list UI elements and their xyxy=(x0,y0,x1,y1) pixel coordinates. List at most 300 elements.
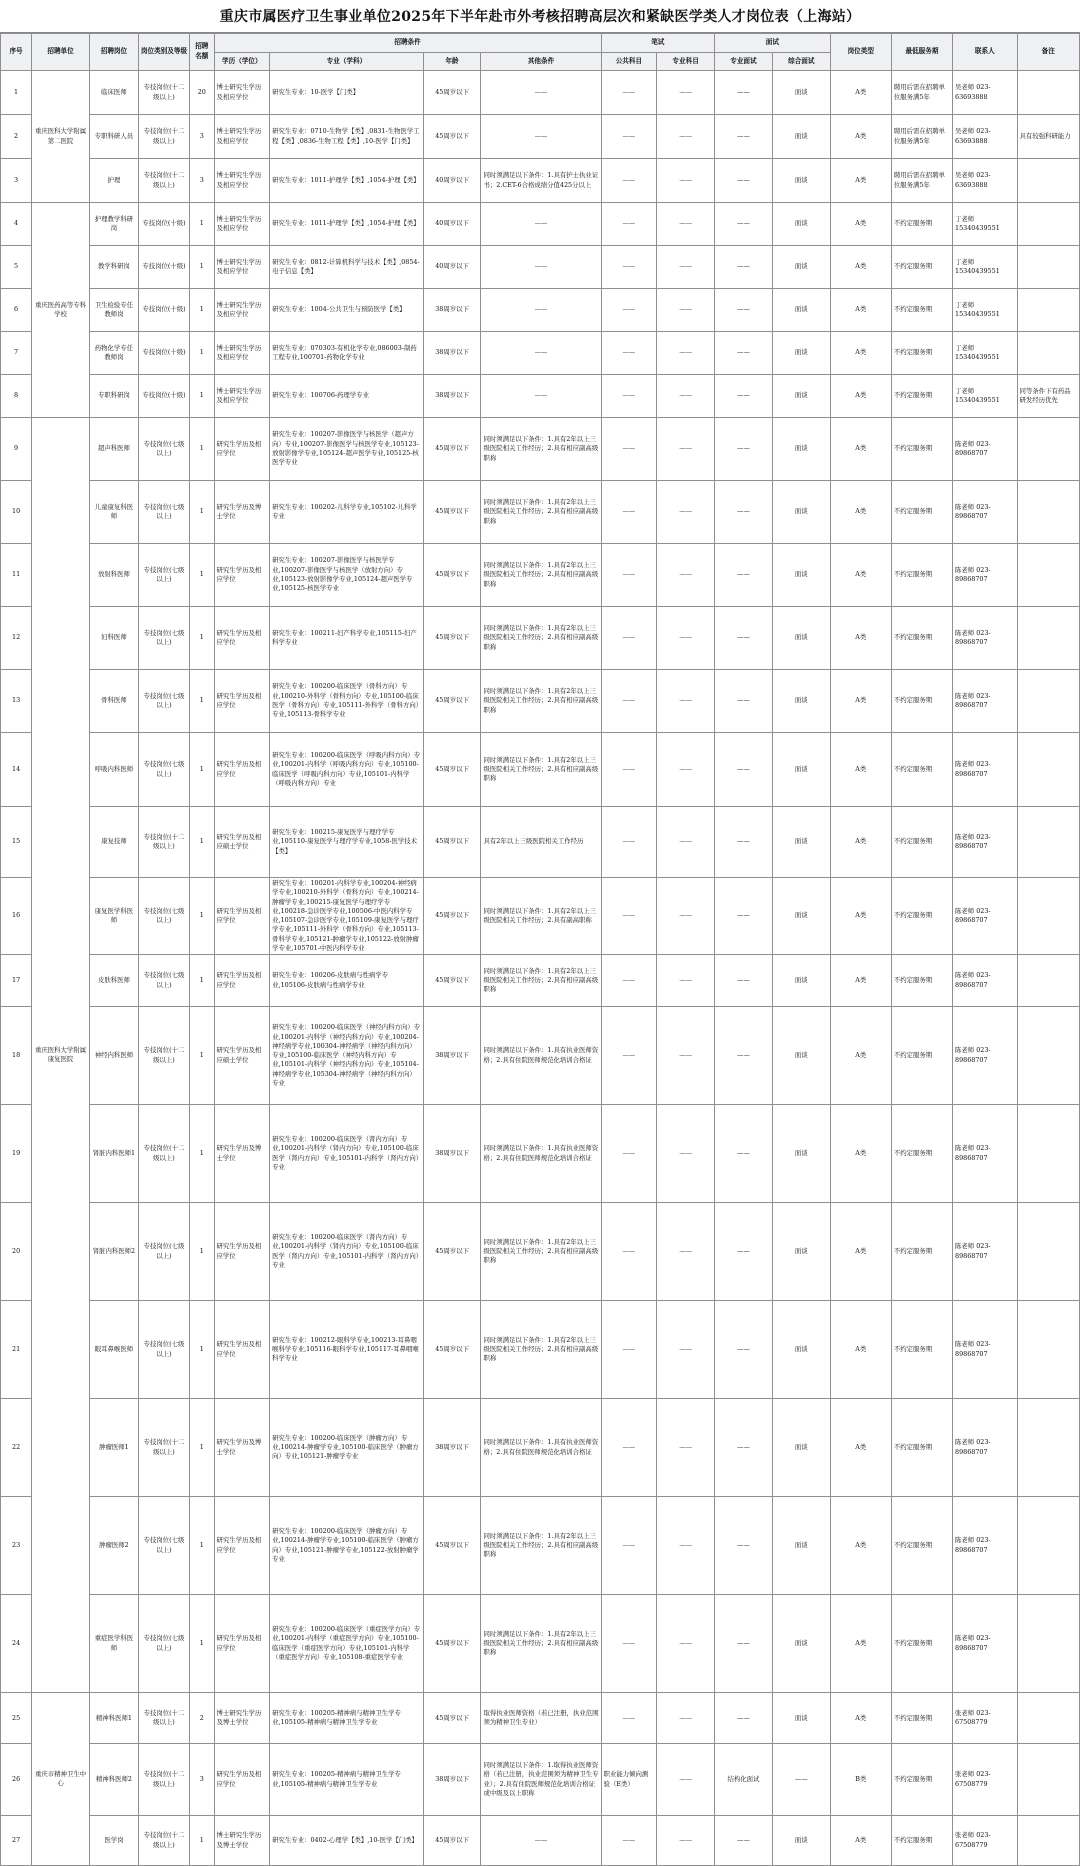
row-remark xyxy=(1017,1497,1079,1595)
header-min-service: 最低服务期 xyxy=(891,34,952,71)
row-public-subject: —— xyxy=(601,71,657,115)
row-seq: 13 xyxy=(1,670,32,733)
row-seq: 25 xyxy=(1,1693,32,1744)
row-post-type: A类 xyxy=(830,544,891,607)
row-contact: 陈老师 023-89868707 xyxy=(953,544,1018,607)
table-row xyxy=(1,1816,1080,1866)
header-quota: 招聘名额 xyxy=(190,34,214,71)
row-general-interview: 面谈 xyxy=(772,1105,830,1203)
row-post: 肾脏内科医师2 xyxy=(89,1203,138,1301)
row-public-subject: —— xyxy=(601,1203,657,1301)
row-education: 研究生学历及相应硕士学位 xyxy=(214,807,270,878)
row-major: 研究生专业：100200-临床医学（肿瘤方向）专业,100214-肿瘤学专业,105100-临床医学（肿瘤方向）专业,105121-肿瘤学专业 xyxy=(270,1399,424,1497)
header-major: 专业（学科） xyxy=(270,53,424,71)
row-seq: 20 xyxy=(1,1203,32,1301)
row-general-interview: 面谈 xyxy=(772,1301,830,1399)
row-contact: 陈老师 023-89868707 xyxy=(953,1497,1018,1595)
row-unit: 重庆医科大学附属第二医院 xyxy=(32,71,90,203)
header-general-interview: 综合面试 xyxy=(772,53,830,71)
row-education: 研究生学历及博士学位 xyxy=(214,1105,270,1203)
row-public-subject: —— xyxy=(601,955,657,1007)
row-post-type: B类 xyxy=(830,1744,891,1816)
row-unit: 重庆市精神卫生中心 xyxy=(32,1693,90,1866)
row-min-service: 不约定服务期 xyxy=(891,1816,952,1866)
row-other: 具有2年以上三级医院相关工作经历 xyxy=(481,807,601,878)
row-specialty-subject: —— xyxy=(657,71,715,115)
row-age: 45周岁以下 xyxy=(423,807,481,878)
row-quota: 1 xyxy=(190,878,214,955)
row-major: 研究生专业：100211-妇产科学专业,105115-妇产科学专业 xyxy=(270,607,424,670)
row-specialty-subject: —— xyxy=(657,418,715,481)
row-category: 专技岗位(七级以上) xyxy=(138,733,189,807)
row-education: 研究生学历及相应学位 xyxy=(214,1497,270,1595)
row-education: 研究生学历及相应学位 xyxy=(214,418,270,481)
row-min-service: 不约定服务期 xyxy=(891,481,952,544)
row-major: 研究生专业：100207-影像医学与核医学专业,100207-影像医学与核医学（放射方向）专业,105123-放射影像学专业,105124-超声医学专业,105125-核医学专业 xyxy=(270,544,424,607)
row-general-interview: 面谈 xyxy=(772,289,830,332)
row-min-service: 不约定服务期 xyxy=(891,1744,952,1816)
row-remark: 同等条件下有药品研发经历优先 xyxy=(1017,375,1079,418)
row-quota: 1 xyxy=(190,670,214,733)
row-min-service: 不约定服务期 xyxy=(891,733,952,807)
row-seq: 5 xyxy=(1,246,32,289)
row-contact: 丁老师 15340439551 xyxy=(953,375,1018,418)
row-specialty-subject: —— xyxy=(657,246,715,289)
row-remark xyxy=(1017,544,1079,607)
table-row xyxy=(1,1007,1080,1105)
row-age: 45周岁以下 xyxy=(423,418,481,481)
table-row xyxy=(1,607,1080,670)
row-major: 研究生专业：1004-公共卫生与预防医学【类】 xyxy=(270,289,424,332)
row-major: 研究生专业：100200-临床医学（骨科方向）专业,100210-外科学（骨科方向）专业,105100-临床医学（骨科方向）专业,105111-外科学（骨科方向）专业,105113-骨科学专业 xyxy=(270,670,424,733)
row-specialty-subject: —— xyxy=(657,1816,715,1866)
row-quota: 1 xyxy=(190,955,214,1007)
row-major: 研究生专业：100205-精神病与精神卫生学专业,105105-精神病与精神卫生学专业 xyxy=(270,1693,424,1744)
row-major: 研究生专业：100200-临床医学（肾内方向）专业,100201-内科学（肾内方向）专业,105100-临床医学（肾内方向）专业,105101-内科学（肾内方向）专业 xyxy=(270,1203,424,1301)
row-min-service: 不约定服务期 xyxy=(891,1203,952,1301)
row-quota: 1 xyxy=(190,1007,214,1105)
row-specialty-subject: —— xyxy=(657,289,715,332)
row-post: 肿瘤医师2 xyxy=(89,1497,138,1595)
row-quota: 1 xyxy=(190,1203,214,1301)
row-post-type: A类 xyxy=(830,1595,891,1693)
row-other: 同时须满足以下条件：1.具有2年以上三级医院相关工作经历；2.具有相应副高级职称 xyxy=(481,418,601,481)
header-written: 笔试 xyxy=(601,34,714,53)
row-contact: 陈老师 023-89868707 xyxy=(953,955,1018,1007)
row-other: 同时须满足以下条件：1.具有2年以上三级医院相关工作经历；2.具有相应副高级职称 xyxy=(481,733,601,807)
row-education: 研究生学历及相应学位 xyxy=(214,1744,270,1816)
row-contact: 陈老师 023-89868707 xyxy=(953,1007,1018,1105)
row-public-subject: —— xyxy=(601,481,657,544)
row-specialty-subject: —— xyxy=(657,1693,715,1744)
row-post: 卫生检验专任教师岗 xyxy=(89,289,138,332)
row-other: —— xyxy=(481,71,601,115)
row-major: 研究生专业：100200-临床医学（肾内方向）专业,100201-内科学（肾内方向）专业,105100-临床医学（肾内方向）专业,105101-内科学（肾内方向）专业 xyxy=(270,1105,424,1203)
row-seq: 15 xyxy=(1,807,32,878)
row-post: 药物化学专任教师岗 xyxy=(89,332,138,375)
row-remark xyxy=(1017,289,1079,332)
row-category: 专技岗位(十二级以上) xyxy=(138,1816,189,1866)
row-specialty-subject: —— xyxy=(657,733,715,807)
table-row xyxy=(1,733,1080,807)
row-category: 专技岗位(十二级以上) xyxy=(138,1007,189,1105)
row-category: 专技岗位(七级以上) xyxy=(138,481,189,544)
row-age: 38周岁以下 xyxy=(423,289,481,332)
row-age: 40周岁以下 xyxy=(423,246,481,289)
row-seq: 12 xyxy=(1,607,32,670)
row-public-subject: —— xyxy=(601,1007,657,1105)
row-general-interview: 面谈 xyxy=(772,1007,830,1105)
row-contact: 陈老师 023-89868707 xyxy=(953,670,1018,733)
row-age: 45周岁以下 xyxy=(423,733,481,807)
row-other: 同时须满足以下条件：1.具有2年以上三级医院相关工作经历；2.具有相应副高级职称 xyxy=(481,1497,601,1595)
row-seq: 14 xyxy=(1,733,32,807)
table-row xyxy=(1,878,1080,955)
row-seq: 19 xyxy=(1,1105,32,1203)
row-major: 研究生专业：0710-生物学【类】,0831-生物医学工程【类】,0836-生物工程【类】,10-医学【门类】 xyxy=(270,115,424,159)
row-seq: 2 xyxy=(1,115,32,159)
row-other: —— xyxy=(481,1816,601,1866)
row-age: 45周岁以下 xyxy=(423,481,481,544)
row-contact: 陈老师 023-89868707 xyxy=(953,878,1018,955)
row-specialty-subject: —— xyxy=(657,481,715,544)
row-specialty-subject: —— xyxy=(657,115,715,159)
page-title: 重庆市属医疗卫生事业单位2025年下半年赴市外考核招聘高层次和紧缺医学类人才岗位表（上海站） xyxy=(0,0,1080,33)
row-age: 38周岁以下 xyxy=(423,375,481,418)
row-seq: 1 xyxy=(1,71,32,115)
row-contact: 陈老师 023-89868707 xyxy=(953,1105,1018,1203)
row-education: 博士研究生学历及相应学位 xyxy=(214,246,270,289)
header-seq: 序号 xyxy=(1,34,32,71)
row-public-subject: —— xyxy=(601,807,657,878)
row-general-interview: 面谈 xyxy=(772,1595,830,1693)
row-other: 同时须满足以下条件：1.具有2年以上三级医院相关工作经历；2.具有相应副高级职称 xyxy=(481,1595,601,1693)
row-general-interview: 面谈 xyxy=(772,246,830,289)
row-remark xyxy=(1017,203,1079,246)
row-post: 妇科医师 xyxy=(89,607,138,670)
row-post-type: A类 xyxy=(830,1693,891,1744)
table-row xyxy=(1,481,1080,544)
row-age: 45周岁以下 xyxy=(423,1595,481,1693)
row-general-interview: 面谈 xyxy=(772,670,830,733)
table-row xyxy=(1,807,1080,878)
row-major: 研究生专业：070303-有机化学专业,086003-制药工程专业,100701-药物化学专业 xyxy=(270,332,424,375)
row-public-subject: 职业能力倾向测验（E类） xyxy=(601,1744,657,1816)
row-age: 38周岁以下 xyxy=(423,332,481,375)
row-education: 博士研究生学历及相应学位 xyxy=(214,289,270,332)
row-category: 专技岗位(七级以上) xyxy=(138,418,189,481)
row-specialty-interview: —— xyxy=(715,481,773,544)
row-remark xyxy=(1017,1744,1079,1816)
row-education: 研究生学历及相应学位 xyxy=(214,544,270,607)
header-remark: 备注 xyxy=(1017,34,1079,71)
row-public-subject: —— xyxy=(601,607,657,670)
row-post-type: A类 xyxy=(830,1497,891,1595)
row-education: 研究生学历及相应学位 xyxy=(214,955,270,1007)
row-category: 专技岗位(十二级以上) xyxy=(138,807,189,878)
row-quota: 1 xyxy=(190,1816,214,1866)
row-other: 同时须满足以下条件：1.具有2年以上三级医院相关工作经历；2.具有相应副高级职称 xyxy=(481,607,601,670)
row-specialty-interview: —— xyxy=(715,733,773,807)
row-specialty-subject: —— xyxy=(657,159,715,203)
row-post-type: A类 xyxy=(830,332,891,375)
row-specialty-subject: —— xyxy=(657,1007,715,1105)
row-education: 研究生学历及相应学位 xyxy=(214,1203,270,1301)
row-general-interview: 面谈 xyxy=(772,332,830,375)
row-post-type: A类 xyxy=(830,670,891,733)
row-specialty-interview: —— xyxy=(715,115,773,159)
table-row xyxy=(1,71,1080,115)
row-major: 研究生专业：100212-眼科学专业,100213-耳鼻咽喉科学专业,105116-眼科学专业,105117-耳鼻咽喉科学专业 xyxy=(270,1301,424,1399)
row-category: 专技岗位(七级以上) xyxy=(138,1497,189,1595)
row-other: 同时须满足以下条件：1.具有执业医师资格；2.具有住院医师规范化培训合格证 xyxy=(481,1007,601,1105)
row-age: 38周岁以下 xyxy=(423,1105,481,1203)
positions-table xyxy=(0,33,1080,1866)
row-major: 研究生专业：1011-护理学【类】,1054-护理【类】 xyxy=(270,203,424,246)
row-min-service: 不约定服务期 xyxy=(891,375,952,418)
header-post-type: 岗位类型 xyxy=(830,34,891,71)
row-post-type: A类 xyxy=(830,955,891,1007)
row-other: 取得执业医师资格（若已注册，执业范围须为精神卫生专业） xyxy=(481,1693,601,1744)
row-age: 45周岁以下 xyxy=(423,607,481,670)
row-major: 研究生专业：10-医学【门类】 xyxy=(270,71,424,115)
row-public-subject: —— xyxy=(601,289,657,332)
row-other: —— xyxy=(481,375,601,418)
row-general-interview: 面谈 xyxy=(772,1693,830,1744)
row-public-subject: —— xyxy=(601,115,657,159)
row-specialty-subject: —— xyxy=(657,670,715,733)
row-quota: 1 xyxy=(190,289,214,332)
row-category: 专技岗位(七级以上) xyxy=(138,670,189,733)
row-public-subject: —— xyxy=(601,159,657,203)
table-row xyxy=(1,115,1080,159)
row-quota: 1 xyxy=(190,332,214,375)
row-public-subject: —— xyxy=(601,1301,657,1399)
row-post: 专职科研岗 xyxy=(89,375,138,418)
row-other: —— xyxy=(481,332,601,375)
row-major: 研究生专业：0402-心理学【类】,10-医学【门类】 xyxy=(270,1816,424,1866)
row-post-type: A类 xyxy=(830,1399,891,1497)
row-remark xyxy=(1017,246,1079,289)
row-post-type: A类 xyxy=(830,289,891,332)
row-education: 博士研究生学历及博士学位 xyxy=(214,1816,270,1866)
header-education: 学历（学位） xyxy=(214,53,270,71)
header-conditions: 招聘条件 xyxy=(214,34,601,53)
row-other: —— xyxy=(481,115,601,159)
row-education: 研究生学历及相应硕士学位 xyxy=(214,1007,270,1105)
row-quota: 1 xyxy=(190,1497,214,1595)
row-post: 骨科医师 xyxy=(89,670,138,733)
row-major: 研究生专业：100202-儿科学专业,105102-儿科学专业 xyxy=(270,481,424,544)
row-seq: 18 xyxy=(1,1007,32,1105)
row-specialty-interview: —— xyxy=(715,1693,773,1744)
row-seq: 7 xyxy=(1,332,32,375)
row-public-subject: —— xyxy=(601,203,657,246)
row-category: 专技岗位(七级以上) xyxy=(138,1301,189,1399)
row-major: 研究生专业：0812-计算机科学与技术【类】,0854-电子信息【类】 xyxy=(270,246,424,289)
row-specialty-subject: —— xyxy=(657,1203,715,1301)
row-major: 研究生专业：100201-内科学专业,100204-神经病学专业,100210-外科学（骨科方向）专业,100214-肿瘤学专业,100215-康复医学与理疗学专业,100218-急诊医学专业,100506-中医内科学专业,105107-急诊医学专业,105109-康复医学与理疗学专业,105111-外科学（骨科方向）专业,105113-骨科学专业,105121-肿瘤学专业,105122-放射肿瘤学专业,105701-中医内科学专业 xyxy=(270,878,424,955)
header-unit: 招聘单位 xyxy=(32,34,90,71)
row-min-service: 不约定服务期 xyxy=(891,1497,952,1595)
row-post-type: A类 xyxy=(830,607,891,670)
row-general-interview: —— xyxy=(772,1744,830,1816)
row-general-interview: 面谈 xyxy=(772,955,830,1007)
row-post: 医学岗 xyxy=(89,1816,138,1866)
row-general-interview: 面谈 xyxy=(772,733,830,807)
row-contact: 丁老师 15340439551 xyxy=(953,203,1018,246)
table-row xyxy=(1,1744,1080,1816)
row-specialty-subject: —— xyxy=(657,375,715,418)
row-category: 专技岗位(十二级以上) xyxy=(138,1693,189,1744)
row-contact: 陈老师 023-89868707 xyxy=(953,1595,1018,1693)
row-specialty-interview: —— xyxy=(715,375,773,418)
row-specialty-subject: —— xyxy=(657,1301,715,1399)
row-post: 眼耳鼻喉医师 xyxy=(89,1301,138,1399)
row-min-service: 不约定服务期 xyxy=(891,1399,952,1497)
row-general-interview: 面谈 xyxy=(772,878,830,955)
row-general-interview: 面谈 xyxy=(772,544,830,607)
row-quota: 1 xyxy=(190,246,214,289)
row-general-interview: 面谈 xyxy=(772,115,830,159)
row-other: 同时须满足以下条件：1.具有2年以上三级医院相关工作经历；2.具有相应副高级职称 xyxy=(481,481,601,544)
row-specialty-subject: —— xyxy=(657,1497,715,1595)
row-specialty-subject: —— xyxy=(657,203,715,246)
row-specialty-interview: —— xyxy=(715,71,773,115)
row-remark xyxy=(1017,733,1079,807)
row-age: 38周岁以下 xyxy=(423,1744,481,1816)
row-age: 45周岁以下 xyxy=(423,1203,481,1301)
row-other: 同时须满足以下条件：1.具有2年以上三级医院相关工作经历；2.具有相应副高级职称 xyxy=(481,1301,601,1399)
row-remark xyxy=(1017,159,1079,203)
row-category: 专技岗位(十二级以上) xyxy=(138,1399,189,1497)
row-post-type: A类 xyxy=(830,1816,891,1866)
row-specialty-interview: —— xyxy=(715,203,773,246)
header-age: 年龄 xyxy=(423,53,481,71)
table-row xyxy=(1,955,1080,1007)
row-min-service: 不约定服务期 xyxy=(891,807,952,878)
row-min-service: 聘用后需在招聘单位服务满5年 xyxy=(891,115,952,159)
row-contact: 张老师 023-67508779 xyxy=(953,1693,1018,1744)
row-category: 专技岗位(十级) xyxy=(138,375,189,418)
row-post: 教学科研岗 xyxy=(89,246,138,289)
row-specialty-interview: —— xyxy=(715,878,773,955)
row-education: 博士研究生学历及相应学位 xyxy=(214,375,270,418)
row-category: 专技岗位(七级以上) xyxy=(138,607,189,670)
row-post: 精神科医师2 xyxy=(89,1744,138,1816)
row-min-service: 聘用后需在招聘单位服务满5年 xyxy=(891,159,952,203)
row-contact: 陈老师 023-89868707 xyxy=(953,607,1018,670)
header-specialty-interview: 专业面试 xyxy=(715,53,773,71)
row-specialty-interview: 结构化面试 xyxy=(715,1744,773,1816)
row-remark xyxy=(1017,1816,1079,1866)
row-general-interview: 面谈 xyxy=(772,1816,830,1866)
row-post-type: A类 xyxy=(830,1203,891,1301)
row-general-interview: 面谈 xyxy=(772,203,830,246)
row-specialty-interview: —— xyxy=(715,1497,773,1595)
row-seq: 4 xyxy=(1,203,32,246)
table-row xyxy=(1,1203,1080,1301)
row-contact: 陈老师 023-89868707 xyxy=(953,733,1018,807)
row-specialty-subject: —— xyxy=(657,544,715,607)
row-general-interview: 面谈 xyxy=(772,1399,830,1497)
row-contact: 张老师 023-67508779 xyxy=(953,1816,1018,1866)
row-education: 博士研究生学历及相应学位 xyxy=(214,115,270,159)
row-general-interview: 面谈 xyxy=(772,1203,830,1301)
row-category: 专技岗位(七级以上) xyxy=(138,544,189,607)
header-contact: 联系人 xyxy=(953,34,1018,71)
row-quota: 1 xyxy=(190,1301,214,1399)
row-education: 博士研究生学历及相应学位 xyxy=(214,71,270,115)
row-age: 45周岁以下 xyxy=(423,670,481,733)
row-seq: 11 xyxy=(1,544,32,607)
row-post-type: A类 xyxy=(830,481,891,544)
row-remark xyxy=(1017,1301,1079,1399)
row-quota: 1 xyxy=(190,733,214,807)
row-specialty-interview: —— xyxy=(715,1595,773,1693)
row-general-interview: 面谈 xyxy=(772,807,830,878)
row-education: 博士研究生学历及相应学位 xyxy=(214,203,270,246)
table-row xyxy=(1,1693,1080,1744)
row-other: —— xyxy=(481,289,601,332)
row-post-type: A类 xyxy=(830,375,891,418)
row-quota: 3 xyxy=(190,115,214,159)
row-specialty-interview: —— xyxy=(715,1399,773,1497)
row-age: 45周岁以下 xyxy=(423,955,481,1007)
table-row xyxy=(1,1497,1080,1595)
row-contact: 陈老师 023-89868707 xyxy=(953,1203,1018,1301)
row-general-interview: 面谈 xyxy=(772,159,830,203)
row-post-type: A类 xyxy=(830,733,891,807)
row-remark xyxy=(1017,71,1079,115)
row-public-subject: —— xyxy=(601,332,657,375)
row-remark xyxy=(1017,607,1079,670)
row-category: 专技岗位(十二级以上) xyxy=(138,115,189,159)
row-quota: 20 xyxy=(190,71,214,115)
row-age: 45周岁以下 xyxy=(423,71,481,115)
row-category: 专技岗位(十级) xyxy=(138,332,189,375)
row-specialty-subject: —— xyxy=(657,955,715,1007)
row-age: 38周岁以下 xyxy=(423,1399,481,1497)
header-other: 其他条件 xyxy=(481,53,601,71)
row-public-subject: —— xyxy=(601,1816,657,1866)
row-post: 重症医学科医师 xyxy=(89,1595,138,1693)
header-row-1 xyxy=(1,34,1080,53)
row-public-subject: —— xyxy=(601,733,657,807)
row-category: 专技岗位(十二级以上) xyxy=(138,1105,189,1203)
row-contact: 陈老师 023-89868707 xyxy=(953,418,1018,481)
row-education: 研究生学历及相应学位 xyxy=(214,733,270,807)
row-category: 专技岗位(十二级以上) xyxy=(138,159,189,203)
row-post: 肾脏内科医师1 xyxy=(89,1105,138,1203)
row-general-interview: 面谈 xyxy=(772,71,830,115)
row-min-service: 不约定服务期 xyxy=(891,1105,952,1203)
row-post-type: A类 xyxy=(830,203,891,246)
row-min-service: 不约定服务期 xyxy=(891,1595,952,1693)
row-quota: 1 xyxy=(190,807,214,878)
row-specialty-interview: —— xyxy=(715,418,773,481)
row-major: 研究生专业：100207-影像医学与核医学（超声方向）专业,100207-影像医学与核医学专业,105123-放射影像学专业,105124-超声医学专业,105125-核医学专业 xyxy=(270,418,424,481)
row-contact: 陈老师 023-89868707 xyxy=(953,1399,1018,1497)
row-post: 肿瘤医师1 xyxy=(89,1399,138,1497)
row-post-type: A类 xyxy=(830,1105,891,1203)
row-post: 超声科医师 xyxy=(89,418,138,481)
row-post-type: A类 xyxy=(830,246,891,289)
row-remark xyxy=(1017,807,1079,878)
row-major: 研究生专业：1011-护理学【类】,1054-护理【类】 xyxy=(270,159,424,203)
row-public-subject: —— xyxy=(601,670,657,733)
row-post: 儿童康复科医师 xyxy=(89,481,138,544)
